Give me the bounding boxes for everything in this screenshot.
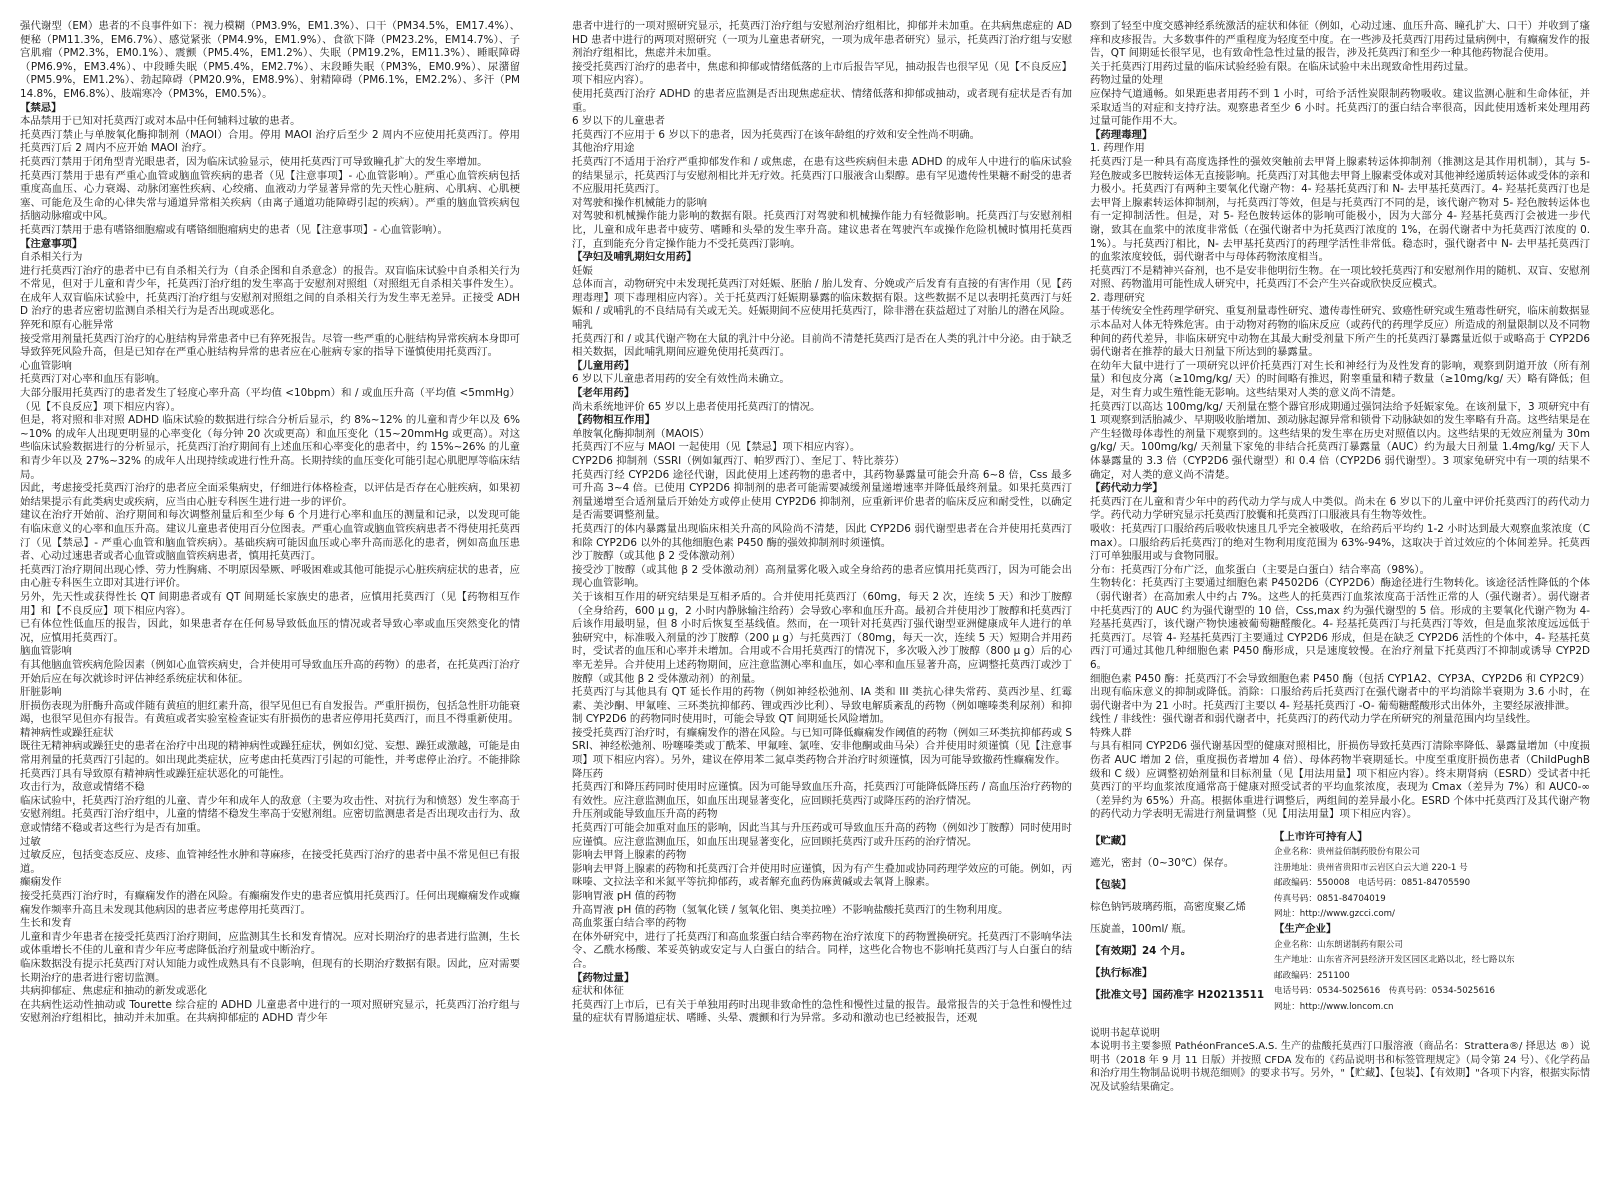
paragraph: 本品禁用于已知对托莫西汀或对本品中任何辅料过敏的患者。 [20,115,301,128]
paragraph: 过敏反应，包括变态反应、皮疹、血管神经性水肿和荨麻疹，在接受托莫西汀治疗的患者中虽不常见但已有报道。 [20,849,520,875]
paragraph: 电话号码：0534-5025616 传真号码：0534-5025616 [1274,986,1496,997]
paragraph: 总体而言，动物研究中未发现托莫西汀对妊娠、胚胎 / 胎儿发育、分娩或产后发育有直接的有害作用（见【药理毒理】项下毒理相应内容）。关于托莫西汀妊娠期暴露的临床数据有限。这些数据不足以表明托莫西汀与妊娠和 / 或哺乳的不良结局有关或无关。妊娠期间不应使用托莫西汀，除非潜在获益超过了对胎儿的潜在风险。 [572,278,1072,318]
paragraph: 影响胃液 pH 值的药物 [572,890,677,902]
paragraph: 降压药 [572,767,604,780]
paragraph: 猝死和原有心脏异常 [20,319,114,332]
section-heading: 【生产企业】 [1274,923,1337,936]
paragraph: 托莫西汀禁用于患有嗜铬细胞瘤或有嗜铬细胞瘤病史的患者（见【注意事项】- 心血管影响）。 [20,223,448,236]
paragraph: 症状和体征 [572,985,624,998]
paragraph: 6 岁以下儿童患者用药的安全有效性尚未确立。 [572,373,790,386]
paragraph: 关于该相互作用的研究结果是互相矛盾的。合并使用托莫西汀（60mg，每天 2 次，连续 5 天）和沙丁胺醇（全身给药，600 μ g，2 小时内静脉输注给药）会导致心率和血压升高。最初合并使用沙丁胺醇和托莫西汀后该作用最明显，但 8 小时后恢复至基线值。然而，在一项针对托莫西汀强代谢型亚洲健康成年人进行的单独研究中，标准吸入剂量的沙丁胺醇（200 μ g）与托莫西汀（80mg，每天一次，连续 5 天）短期合并用药时，受试者的血压和心率并未增加。合用或不合用托莫西汀的情况下，多次吸入沙丁胺醇（800 μ g）后的心率无差异。合并使用上述药物期间，应注意监测心率和血压，如心率和血压显著升高，应调整托莫西汀或沙丁胺醇（或其他 β 2 受体激动剂）的剂量。 [572,590,1072,685]
paragraph: 遮光，密封（0~30℃）保存。 [1090,857,1235,870]
paragraph: 临床试验中，托莫西汀治疗组的儿童、青少年和成年人的敌意（主要为攻击性、对抗行为和愤怒）发生率高于安慰剂组。托莫西汀治疗组中，儿童的情绪不稳发生率高于安慰剂组。应密切监测患者是否出现攻击行为、敌意或情绪不稳或者这些行为是否有加重。 [20,794,520,835]
paragraph: 生产地址：山东省齐河县经济开发区园区北路以北，经七路以东 [1274,955,1515,966]
paragraph: 攻击行为，敌意或情绪不稳 [20,781,145,794]
paragraph: 对驾驶和机械操作能力影响的数据有限。托莫西汀对驾驶和机械操作能力有轻微影响。托莫西汀与安慰剂相比，儿童和成年患者中疲劳、嗜睡和头晕的发生率升高。建议患者在驾驶汽车或操作危险机械时慎用托莫西汀，直到能充分肯定操作能力不受托莫西汀影响。 [572,210,1072,250]
paragraph: 生物转化：托莫西汀主要通过细胞色素 P4502D6（CYP2D6）酶途径进行生物转化。该途径活性降低的个体（弱代谢者）在高加索人中约占 7%。这些人的托莫西汀血浆浓度高于活性正常的人（强代谢者）。弱代谢者中托莫西汀的 AUC 约为强代谢型的 10 倍，Css,max 约为强代谢型的 5 倍。形成的主要氧化代谢产物为 4- 羟基托莫西汀，该代谢产物快速被葡萄糖醛酸化。4- 羟基托莫西汀与托莫西汀等效，但是血浆浓度远远低于托莫西汀。尽管 4- 羟基托莫西汀主要通过 CYP2D6 形成，但是在缺乏 CYP2D6 活性的个体中，4- 羟基托莫西汀可通过其他几种细胞色素 P450 酶形成，只是速度较慢。在治疗剂量下托莫西汀不抑制或诱导 CYP2D6。 [1090,577,1590,671]
storage-packaging-info [1090,830,1266,1015]
paragraph: 基于传统安全性药理学研究、重复剂量毒性研究、遗传毒性研究、致癌性研究或生殖毒性研究，临床前数据显示本品对人体无特殊危害。由于动物对药物的临床反应（或药代的药理学反应）所造成的剂量限制以及不同物种间的药代差异，非临床研究中动物在其最大耐受剂量下所产生的托莫西汀暴露量近似于或略高于 CYP2D6 弱代谢者在推荐的最大日剂量下所达到的暴露量。 [1090,305,1590,359]
section-heading: 【药物过量】 [572,971,635,984]
paragraph: 自杀相关行为 [20,251,83,264]
paragraph: 接受托莫西汀治疗时，有癫痫发作的潜在风险。有癫痫发作史的患者应慎用托莫西汀。任何出现癫痫发作或癫痫发作频率升高且未发现其他病因的患者应考虑停用托莫西汀。 [20,890,520,916]
section-heading: 【上市许可持有人】 [1274,831,1368,844]
paragraph: 影响去甲肾上腺素的药物 [572,849,687,862]
section-heading: 【有效期】24 个月。 [1090,945,1192,958]
paragraph: 强代谢型（EM）患者的不良事件如下：视力模糊（PM3.9%，EM1.3%）、口干（PM34.5%，EM17.4%）、便秘（PM11.3%，EM6.7%）、感觉紧张（PM4.9%，EM1.9%）、食欲下降（PM23.2%，EM14.7%）、子宫肌瘤（PM2.3%，EM0.1%）、震颤（PM5.4%，EM1.2%）、失眠（PM19.2%，EM11.3%）、睡眠障碍（PM6.9%，EM3.4%）、中段睡失眠（PM5.4%，EM2.7%）、末段睡失眠（PM3%，EM0.9%）、尿潴留（PM5.9%，EM1.2%）、勃起障碍（PM20.9%，EM8.9%）、射精障碍（PM6.1%，EM2.2%）、多汗（PM14.8%，EM6.8%）、肢端寒冷（PM3%，EM0.5%）。 [20,20,520,100]
column-middle [572,20,1072,1026]
paragraph: 6 岁以下的儿童患者 [572,115,666,128]
paragraph: 企业名称：山东朗诺制药有限公司 [1274,939,1403,950]
paragraph: 已有体位性低血压的报告，因此，如果患者存在任何易导致低血压的情况或者导致心率或血压突然变化的情况，应慎用托莫西汀。 [20,618,520,644]
section-heading: 【药代动力学】 [1090,482,1163,495]
manufacturer-info [1274,830,1584,1015]
paragraph: 压旋盖，100ml/ 瓶。 [1090,923,1192,936]
paragraph: 托莫西汀和降压药同时使用时应谨慎。因为可能导致血压升高，托莫西汀可能降低降压药 / 高血压治疗药物的有效性。应注意监测血压，如血压出现显著变化，应回顾托莫西汀或降压药的治疗情况。 [572,781,1072,807]
paragraph: 尚未系统地评价 65 岁以上患者使用托莫西汀的情况。 [572,400,821,413]
paragraph: 但是，将对照和非对照 ADHD 临床试验的数据进行综合分析后显示，约 8%~12% 的儿童和青少年以及 6%~10% 的成年人出现更明显的心率变化（每分钟 20 次或更高）和血压变化（15~20mmHg 或更高）。对这些临床试验数据进行的分析显示，托莫西汀治疗期间有上述血压和心率变化的患者中，约 15%~26% 的儿童和青少年以及 27%~32% 的成年人出现持续或进行性升高。长期持续的血压变化可能引起心肌肥厚等临床结局。 [20,414,520,481]
paragraph: 另外，先天性或获得性长 QT 间期患者或有 QT 间期延长家族史的患者，应慎用托莫西汀（见【药物相互作用】和【不良反应】项下相应内容）。 [20,590,520,617]
section-heading: 【执行标准】 [1090,967,1153,980]
paragraph: 托莫西汀禁用于闭角型青光眼患者，因为临床试验显示，使用托莫西汀可导致瞳孔扩大的发生率增加。 [20,155,488,168]
paragraph: 邮政编码：550008 电话号码：0851-84705590 [1274,878,1471,889]
paragraph: 关于托莫西汀用药过量的临床试验经验有限。在临床试验中未出现致命性用药过量。 [1090,60,1475,73]
paragraph: 察到了轻至中度交感神经系统激活的症状和体征（例如，心动过速、血压升高、瞳孔扩大、口干）并收到了瘙痒和皮疹报告。大多数事件的严重程度为轻度至中度。在一些涉及托莫西汀用药过量病例中，有癫痫发作的报告，QT 间期延长很罕见，也有致命性急性过量的报告，涉及托莫西汀和至少一种其他药物混合使用。 [1090,20,1590,60]
paragraph: 影响去甲肾上腺素的药物和托莫西汀合并使用时应谨慎，因为有产生叠加或协同药理学效应的可能。例如，丙咪嗪、文拉法辛和米氮平等抗抑郁药，或者解充血药伪麻黄碱或去氧肾上腺素。 [572,862,1072,889]
paragraph: 托莫西汀不是精神兴奋剂，也不是安非他明衍生物。在一项比较托莫西汀和安慰剂作用的随机、双盲、安慰剂对照、药物滥用可能性成人研究中，托莫西汀不会产生兴奋或欣快反应模式。 [1090,264,1590,291]
paragraph: 接受沙丁胺醇（或其他 β 2 受体激动剂）高剂量雾化吸入或全身给药的患者应慎用托莫西汀，因为可能会出现心血管影响。 [572,563,1072,590]
paragraph: 本说明书主要参照 PathéonFranceS.A.S. 生产的盐酸托莫西汀口服溶液（商品名：Strattera®/ 择思达 ®）说明书（2018 年 9 月 11 日版）并按照 CFDA 发布的《药品说明书和标签管理规定》（局令第 24 号）、《化学药品和治疗用生物制品说明书规范细则》的要求书写。另外，"【贮藏】、【包装】、【有效期】"各项下内容，根据实际情况及试验结果确定。 [1090,1041,1590,1093]
paragraph: 托莫西汀不适用于治疗严重抑郁发作和 / 或焦虑，在患有这些疾病但未患 ADHD 的成年人中进行的临床试验的结果显示，托莫西汀与安慰剂相比并无疗效。托莫西汀口服液含山梨醇。患有罕见遗传性果糖不耐受的患者不应服用托莫西汀。 [572,155,1072,196]
paragraph: 1. 药理作用 [1090,142,1145,155]
paragraph: 生长和发育 [20,917,72,930]
paragraph: 在幼年大鼠中进行了一项研究以评价托莫西汀对生长和神经行为及性发育的影响，观察到阴道开放（所有剂量）和包皮分离（≥10mg/kg/ 天）的时间略有推迟，附睾重量和精子数量（≥10mg/kg/ 天）略有降低；但是，对生育力或生殖性能无影响。这些结果对人类的意义尚不清楚。 [1090,359,1590,400]
section-heading: 【注意事项】 [20,237,83,250]
paragraph: 哺乳 [572,319,593,332]
paragraph: 过敏 [20,835,41,848]
column-right [1090,20,1590,1094]
paragraph: 企业名称：贵州益佰制药股份有限公司 [1274,847,1421,858]
paragraph: 与具有相同 CYP2D6 强代谢基因型的健康对照相比，肝损伤导致托莫西汀清除率降低、暴露量增加（中度损伤者 AUC 增加 2 倍，重度损伤者增加 4 倍）、母体药物半衰期延长。中度至重度肝损伤患者（ChildPughB 级和 C 级）应调整初始剂量和目标剂量（见【用法用量】项下相应内容）。终末期肾病（ESRD）受试者中托莫西汀的平均血浆浓度通常高于健康对照受试者的平均血浆浓度，表现为 Cmax（差异为 7%）和 AUC0-∞（差异约为 65%）升高。根据体重进行调整后，两组间的差异最小化。ESRD 个体中托莫西汀及其代谢产物的药代动力学表明无需进行剂量调整（见【用法用量】项下相应内容）。 [1090,740,1590,821]
paragraph: 说明书起草说明 [1090,1027,1160,1039]
paragraph: 其他治疗用途 [572,142,635,155]
paragraph: 接受托莫西汀治疗时，有癫痫发作的潜在风险。与已知可降低癫痫发作阈值的药物（例如三环类抗抑郁药或 SSRI、神经松弛剂、吩噻嗪类或丁酰苯、甲氟喹、氯喹、安非他酮或曲马朵）合并使用时须谨慎（见【注意事项】项下相应内容）。另外，建议在停用苯二氮卓类药物合并治疗时须谨慎，因为可能导致撤药性癫痫发作。 [572,726,1072,767]
paragraph: 棕色钠钙玻璃药瓶，高密度聚乙烯 [1090,901,1246,914]
paragraph: 托莫西汀与其他具有 QT 延长作用的药物（例如神经松弛剂、IA 类和 III 类抗心律失常药、莫西沙星、红霉素、美沙酮、甲氟喹、三环类抗抑郁药、锂或西沙比利）、导致电解质紊乱的药物（例如噻嗪类利尿剂）和抑制 CYP2D6 的药物同时使用时，可能会导致 QT 间期延长风险增加。 [572,686,1072,726]
paragraph: 细胞色素 P450 酶：托莫西汀不会导致细胞色素 P450 酶（包括 CYP1A2、CYP3A、CYP2D6 和 CYP2C9）出现有临床意义的抑制或降低。消除：口服给药后托莫西汀在强代谢者中的平均消除半衰期为 3.6 小时，在弱代谢者中为 21 小时。托莫西汀主要以 4- 羟基托莫西汀 -O- 葡萄糖醛酸形式出体外，主要经尿液排泄。 [1090,672,1590,712]
paragraph: 接受托莫西汀治疗的患者中，焦虑和抑郁或情绪低落的上市后报告罕见，抽动报告也很罕见（见【不良反应】项下相应内容）。 [572,60,1072,87]
paragraph: 共病抑郁症、焦虑症和抽动的新发或恶化 [20,985,208,998]
section-heading: 【贮藏】 [1090,835,1132,848]
paragraph: 升压剂或能导致血压升高的药物 [572,808,718,821]
paragraph: 托莫西汀不应与 MAOI 一起使用（见【禁忌】项下相应内容）。 [572,441,861,454]
column-left [20,20,520,1026]
paragraph: 妊娠 [572,264,593,277]
paragraph: 对驾驶和操作机械能力的影响 [572,196,708,209]
paragraph: 沙丁胺醇（或其他 β 2 受体激动剂） [572,550,741,563]
paragraph: 分布：托莫西汀分布广泛，血浆蛋白（主要是白蛋白）结合率高（98%）。 [1090,563,1431,576]
paragraph: 接受常用剂量托莫西汀治疗的心脏结构异常患者中已有猝死报告。尽管一些严重的心脏结构异常疾病本身即可导致猝死风险升高，但是已知存在严重心脏结构异常的患者应在心脏病专家的指导下谨慎使用托莫西汀。 [20,332,520,359]
section-heading: 【药理毒理】 [1090,128,1153,141]
paragraph: 托莫西汀不应用于 6 岁以下的患者，因为托莫西汀在该年龄组的疗效和安全性尚不明确。 [572,128,981,141]
section-heading: 【批准文号】国药准字 H20213511 [1090,989,1265,1002]
paragraph: 托莫西汀治疗期间出现心悸、劳力性胸痛、不明原因晕厥、呼吸困难或其他可能提示心脏疾病症状的患者，应由心脏专科医生立即对其进行评价。 [20,563,520,590]
section-heading: 【禁忌】 [20,101,62,114]
paragraph: 托莫西汀以高达 100mg/kg/ 天剂量在整个器官形成期通过强饲法给予妊娠家兔。在该剂量下，3 项研究中有 1 项观察到活胎减少、早期吸收胎增加、颈动脉起源异常和锁骨下动脉缺如的发生率略有升高。这些结果是在产生轻微母体毒性的剂量下观察到的。这些结果的发生率在历史对照值以内。这些结果的无效应剂量为 30mg/kg/ 天。100mg/kg/ 天剂量下家兔的非结合托莫西汀暴露量（AUC）约为最大日剂量 1.4mg/kg/ 天下人体暴露量的 3.3 倍（CYP2D6 强代谢型）和 0.4 倍（CYP2D6 弱代谢型）。3 项家兔研究中有一项的结果不确定，对人类的意义尚不清楚。 [1090,400,1590,481]
product-info-block [1090,830,1590,1015]
paragraph: 在体外研究中，进行了托莫西汀和高血浆蛋白结合率药物在治疗浓度下的药物置换研究。托莫西汀不影响华法令、乙酰水杨酸、苯妥英钠或安定与人白蛋白的结合。同样，这些化合物也不影响托莫西汀与人白蛋白的结合。 [572,930,1072,970]
paragraph: 网址：http://www.loncom.cn [1274,1001,1394,1012]
paragraph: 脑血管影响 [20,645,72,658]
paragraph: 精神病性或躁狂症状 [20,726,114,739]
paragraph: 进行托莫西汀治疗的患者中已有自杀相关行为（自杀企图和自杀意念）的报告。双盲临床试验中自杀相关行为不常见，但对于儿童和青少年，托莫西汀治疗组的发生率高于安慰剂对照组（对照组无自杀相关事件发生）。在成年人双盲临床试验中，托莫西汀治疗组与安慰剂对照组之间的自杀相关行为发生率无差异。正接受 ADHD 治疗的患者应密切监测自杀相关行为是否出现或恶化。 [20,264,520,318]
paragraph: 吸收：托莫西汀口服给药后吸收快速且几乎完全被吸收，在给药后平均约 1-2 小时达到最大观察血浆浓度（Cmax）。口服给药后托莫西汀的绝对生物利用度范围为 63%-94%，这取决于首过效应的个体间差异。托莫西汀可单独服用或与食物同服。 [1090,522,1590,563]
paragraph: 托莫西汀对心率和血压有影响。 [20,373,166,386]
paragraph: 建议在治疗开始前、治疗期间和每次调整剂量后和至少每 6 个月进行心率和血压的测量和记录，以发现可能有临床意义的心率和血压升高。建议儿童患者使用百分位图表。严重心血管或脑血管疾病患者不得使用托莫西汀（见【禁忌】- 严重心血管和脑血管疾病）。基础疾病可能因血压或心率升高而恶化的患者，例如高血压患者、心动过速患者或者心血管或脑血管疾病患者，慎用托莫西汀。 [20,509,520,563]
paragraph: 大部分服用托莫西汀的患者发生了轻度心率升高（平均值 <10bpm）和 / 或血压升高（平均值 <5mmHg）（见【不良反应】项下相应内容）。 [20,387,520,413]
section-heading: 【包装】 [1090,879,1132,892]
paragraph: 既往无精神病或躁狂史的患者在治疗中出现的精神病性或躁狂症状，例如幻觉、妄想、躁狂或激越，可能是由常用剂量的托莫西汀引起的。如出现此类症状，应考虑由托莫西汀引起的可能性，并考虑停止治疗。不能排除托莫西汀具有导致原有精神病性或躁狂症状恶化的可能性。 [20,740,520,780]
paragraph: CYP2D6 抑制剂（SSRI（例如氟西汀、帕罗西汀）、奎尼丁、特比萘芬） [572,455,905,467]
paragraph: 线性 / 非线性：强代谢者和弱代谢者中，托莫西汀的药代动力学在所研究的剂量范围内均呈线性。 [1090,713,1537,726]
column-right-body [1090,20,1590,822]
paragraph: 托莫西汀是一种具有高度选择性的强效突触前去甲肾上腺素转运体抑制剂（推测这是其作用机制），其与 5- 羟色胺或多巴胺转运体无直接影响。托莫西汀对其他去甲肾上腺素受体或对其他神经递质转运体或受体的亲和力极小。托莫西汀有两种主要氧化代谢产物：4- 羟基托莫西汀和 N- 去甲基托莫西汀。4- 羟基托莫西汀也是去甲肾上腺素转运体抑制剂，与托莫西汀等效，但是与托莫西汀不同的是，该代谢产物对 5- 羟色胺转运体也有一定抑制活性。但是，对 5- 羟色胺转运体的影响可能极小，因为大部分 4- 羟基托莫西汀会被进一步代谢，致其在血浆中的浓度非常低（在强代谢者中为托莫西汀浓度的 1%，在弱代谢者中为托莫西汀浓度的 0.1%）。与托莫西汀相比，N- 去甲基托莫西汀的药理学活性非常低。稳态时，强代谢者中 N- 去甲基托莫西汀的血浆浓度较低，弱代谢者中与母体药物浓度相当。 [1090,155,1590,264]
section-heading: 【孕妇及哺乳期妇女用药】 [572,251,697,264]
paragraph: 特殊人群 [1090,726,1132,739]
paragraph: 托莫西汀经 CYP2D6 途径代谢，因此使用上述药物的患者中，其药物暴露量可能会升高 6~8 倍，Css 最多可升高 3~4 倍。已使用 CYP2D6 抑制剂的患者可能需要减缓剂量递增速率并降低最终剂量。如果托莫西汀剂量递增至合适剂量后开始处方或停止使用 CYP2D6 抑制剂，应重新评价患者的临床反应和耐受性，以确定是否需要调整剂量。 [572,468,1072,522]
paragraph: 托莫西汀和 / 或其代谢产物在大鼠的乳汁中分泌。目前尚不清楚托莫西汀是否在人类的乳汁中分泌。由于缺乏相关数据，因此哺乳期间应避免使用托莫西汀。 [572,332,1072,359]
paragraph: 托莫西汀禁用于患有严重心血管或脑血管疾病的患者（见【注意事项】- 心血管影响）。严重心血管疾病包括重度高血压、心力衰竭、动脉闭塞性疾病、心绞痛、血液动力学显著异常的先天性心脏病、心肌病、心肌梗塞、可能危及生命的心律失常与通道异常相关疾病（由离子通道功能障碍引起的疾病）。严重的脑血管疾病包括脑动脉瘤或中风。 [20,169,520,223]
paragraph: 托莫西汀在儿童和青少年中的药代动力学与成人中类似。尚未在 6 岁以下的儿童中评价托莫西汀的药代动力学。药代动力学研究显示托莫西汀胶囊和托莫西汀口服液具有生物等效性。 [1090,495,1590,522]
paragraph: 传真号码：0851-84704019 [1274,893,1386,904]
paragraph: 托莫西汀可能会加重对血压的影响，因此当其与升压药或可导致血压升高的药物（例如沙丁胺醇）同时使用时应谨慎。应注意监测血压，如血压出现显著变化，应回顾托莫西汀或升压药的治疗情况。 [572,822,1072,848]
paragraph: 网址：http://www.gzcci.com/ [1274,909,1395,920]
paragraph: 药物过量的处理 [1090,74,1163,87]
section-heading: 【儿童用药】 [572,359,635,372]
paragraph: 邮政编码：251100 [1274,970,1350,981]
paragraph: 应保持气道通畅。如果距患者用药不到 1 小时，可给予活性炭限制药物吸收。建议监测心脏和生命体征，并采取适当的对症和支持疗法。观察患者至少 6 小时。托莫西汀的蛋白结合率很高，因此使用透析来处理用药过量可能作用不大。 [1090,87,1590,128]
paragraph: 托莫西汀上市后，已有关于单独用药时出现非致命性的急性和慢性过量的报告。最常报告的关于急性和慢性过量的症状有胃肠道症状、嗜睡、头晕、震颤和行为异常。多动和激动也已经被报告，还观 [572,998,1072,1025]
paragraph: 升高胃液 pH 值的药物（氢氧化镁 / 氢氧化铝、奥美拉唑）不影响盐酸托莫西汀的生物利用度。 [572,903,1009,916]
paragraph: 儿童和青少年患者在接受托莫西汀治疗期间，应监测其生长和发育情况。应对长期治疗的患者进行监测，生长或体重增长不佳的儿童和青少年应考虑降低治疗剂量或中断治疗。 [20,930,520,957]
paragraph: 在共病性运动性抽动或 Tourette 综合症的 ADHD 儿童患者中进行的一项对照研究显示，托莫西汀治疗组与安慰剂治疗组相比，抽动并未加重。在共病抑郁症的 ADHD 青少年 [20,998,520,1025]
paragraph: 单胺氧化酶抑制剂（MAOIS） [572,427,710,440]
paragraph: 托莫西汀禁止与单胺氧化酶抑制剂（MAOI）合用。停用 MAOI 治疗后至少 2 周内不应使用托莫西汀。停用托莫西汀后 2 周内不应开始 MAOI 治疗。 [20,128,520,155]
paragraph: 2. 毒理研究 [1090,291,1145,304]
paragraph: 因此，考虑接受托莫西汀治疗的患者应全面采集病史，仔细进行体格检查，以评估是否存在心脏疾病，如果初始结果提示有此类病史或疾病，应当由心脏专科医生进行进一步的评价。 [20,482,520,508]
paragraph: 使用托莫西汀治疗 ADHD 的患者应监测是否出现焦虑症状、情绪低落和抑郁或抽动，或者现有症状是否有加重。 [572,87,1072,114]
drafting-note [1090,1027,1590,1094]
paragraph: 有其他脑血管疾病危险因素（例如心血管疾病史，合并使用可导致血压升高的药物）的患者，在托莫西汀治疗开始后应在每次就诊时评估神经系统症状和体征。 [20,658,520,685]
paragraph: 肝脏影响 [20,686,62,699]
section-heading: 【老年用药】 [572,387,635,400]
paragraph: 患者中进行的一项对照研究显示，托莫西汀治疗组与安慰剂治疗组相比，抑郁并未加重。在共病焦虑症的 ADHD 患者中进行的两项对照研究（一项为儿童患者研究，一项为成年患者研究）显示，托莫西汀治疗组与安慰剂治疗组相比，焦虑并未加重。 [572,20,1072,60]
paragraph: 临床数据没有提示托莫西汀对认知能力或性成熟具有不良影响，但现有的长期治疗数据有限。因此，应对需要长期治疗的患者进行密切监测。 [20,957,520,984]
paragraph: 托莫西汀的体内暴露量出现临床相关升高的风险尚不清楚，因此 CYP2D6 弱代谢型患者在合并使用托莫西汀和除 CYP2D6 以外的其他细胞色素 P450 酶的强效抑制剂时须谨慎。 [572,522,1072,549]
section-heading: 【药物相互作用】 [572,414,656,427]
paragraph: 肝损伤表现为肝酶升高或伴随有黄疸的胆红素升高，很罕见但已有自发报告。严重肝损伤，包括急性肝功能衰竭，也很罕见但亦有报告。有黄疸或者实验室检查证实有肝损伤的患者应停用托莫西汀，而且不得重新使用。 [20,699,520,726]
paragraph: 癫痫发作 [20,876,62,889]
paragraph: 高血浆蛋白结合率的药物 [572,917,687,930]
paragraph: 心血管影响 [20,359,72,372]
paragraph: 注册地址：贵州省贵阳市云岩区白云大道 220-1 号 [1274,862,1468,873]
